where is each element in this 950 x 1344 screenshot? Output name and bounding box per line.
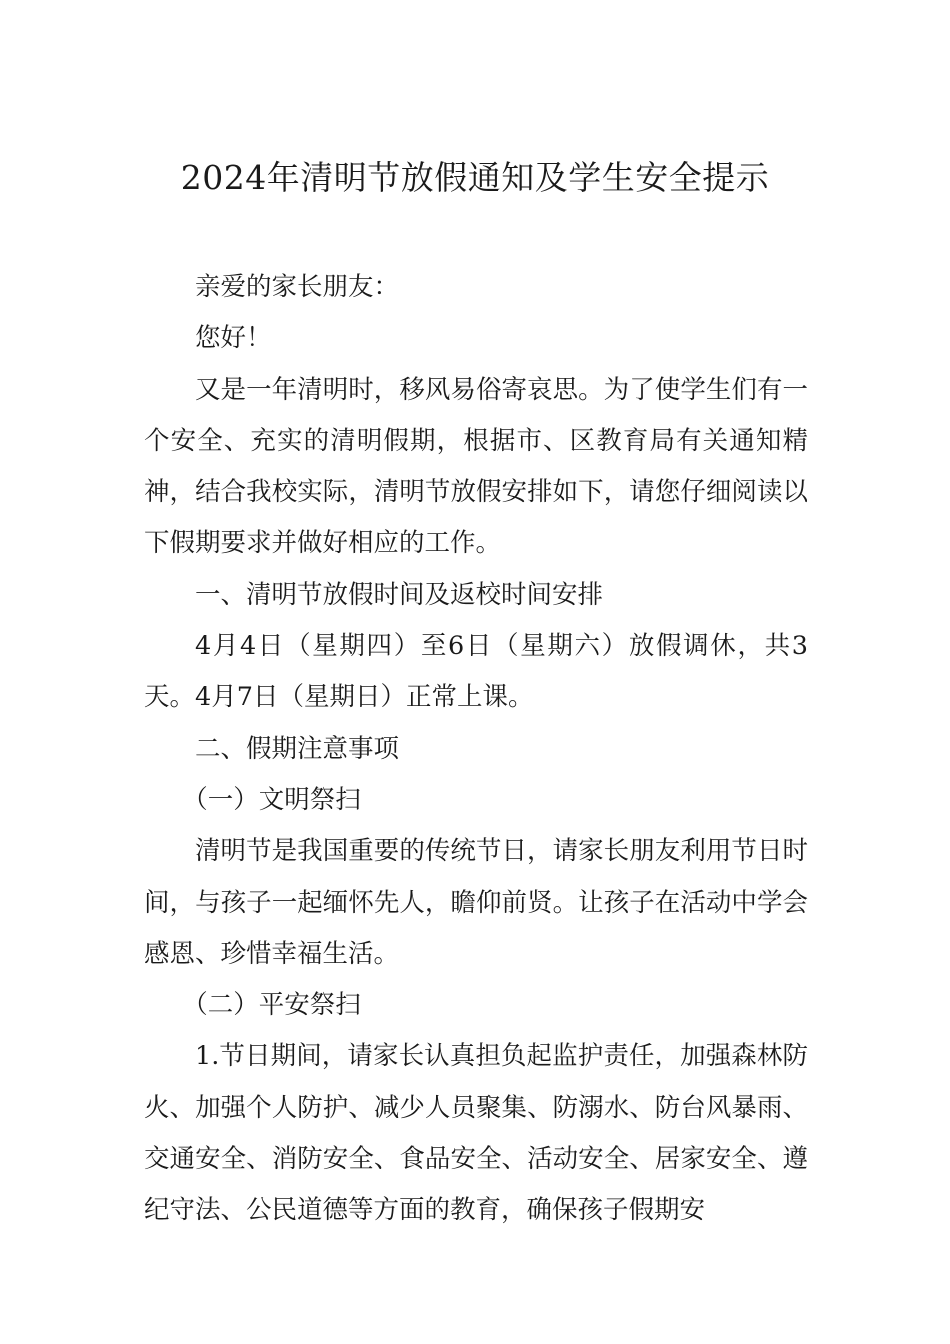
section-heading-schedule: 一、清明节放假时间及返校时间安排 [195,579,604,610]
greeting: 您好！ [195,323,272,354]
intro-paragraph: 又是一年清明时，移风易俗寄哀思。为了使学生们有一个安全、充实的清明假期，根据市、区教育局有关通知精神，结合我校实际，清明节放假安排如下，请您仔细阅读以下假期要求并做好相应的工作。 [144,374,808,559]
safety-item-1: 1.节日期间，请家长认真担负起监护责任，加强森林防火、加强个人防护、减少人员聚集、防溺水、防台风暴雨、交通安全、消防安全、食品安全、活动安全、居家安全、遵纪守法、公民道德等方面的教育，确保孩子假期安 [144,1041,808,1226]
schedule-paragraph: 4月4日（星期四）至6日（星期六）放假调休，共3天。4月7日（星期日）正常上课。 [144,631,808,713]
civilized-paragraph: 清明节是我国重要的传统节日，请家长朋友利用节日时间，与孩子一起缅怀先人，瞻仰前贤。让孩子在活动中学会感恩、珍惜幸福生活。 [144,836,808,969]
document-title: 2024年清明节放假通知及学生安全提示 [180,158,770,197]
document-body [144,262,808,1237]
subsection-heading-civilized: （一）文明祭扫 [182,784,361,815]
section-heading-notes: 二、假期注意事项 [195,733,400,764]
salutation: 亲爱的家长朋友： [195,272,400,302]
subsection-heading-safe: （二）平安祭扫 [182,990,361,1021]
